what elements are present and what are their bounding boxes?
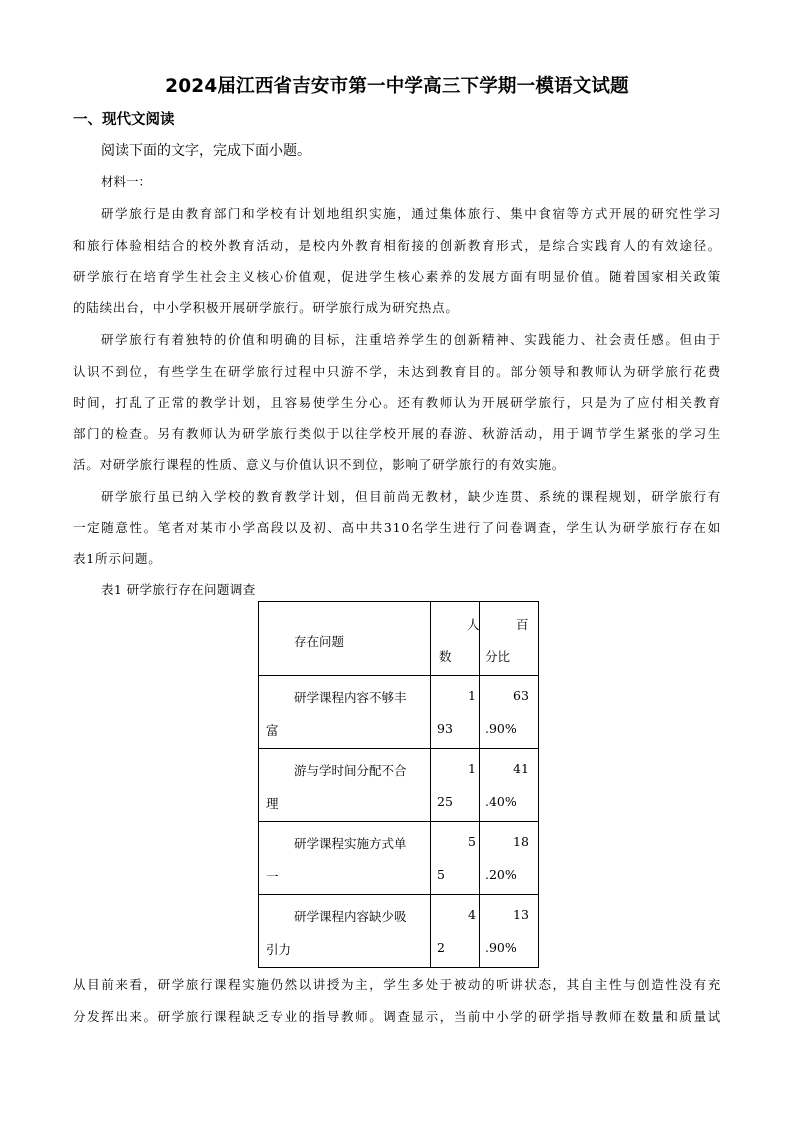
problem-text: 研学课程内容不够丰 xyxy=(294,690,407,705)
paragraph-line: 研学旅行有着独特的价值和明确的目标，注重培养学生的创新精神、实践能力、社会责任感。但由于 xyxy=(101,332,721,347)
percent-top: 13 xyxy=(513,907,529,922)
count-top: 4 xyxy=(468,907,476,922)
count-bottom: 25 xyxy=(437,794,453,809)
paragraph-line: 和旅行体验相结合的校外教育活动，是校内外教育相衔接的创新教育形式，是综合实践育人的有效途径。 xyxy=(73,238,721,253)
table-row xyxy=(259,676,539,749)
percent-top: 63 xyxy=(513,688,529,703)
count-top: 1 xyxy=(468,688,476,703)
header-count-bottom: 数 xyxy=(439,649,452,664)
survey-table xyxy=(258,601,539,968)
paragraph-line: 表1所示问题。 xyxy=(73,551,162,566)
material-label: 材料一： xyxy=(101,174,152,189)
table-row xyxy=(259,749,539,822)
count-top: 1 xyxy=(468,761,476,776)
paragraph-line: 活。对研学旅行课程的性质、意义与价值认识不到位，影响了研学旅行的有效实施。 xyxy=(73,457,566,472)
paragraph-line: 研学旅行虽已纳入学校的教育教学计划，但目前尚无教材，缺少连贯、系统的课程规划，研学旅行有 xyxy=(101,489,721,504)
table-header-row xyxy=(259,602,539,676)
percent-bottom: .40% xyxy=(485,794,517,809)
header-percent-bottom: 分比 xyxy=(485,649,511,664)
table-row xyxy=(259,895,539,968)
paragraph-line: 时间，打乱了正常的教学计划，且容易使学生分心。还有教师认为开展研学旅行，只是为了应付相关教育 xyxy=(73,395,721,410)
page-title: 2024届江西省吉安市第一中学高三下学期一模语文试题 xyxy=(165,76,629,97)
header-problem: 存在问题 xyxy=(294,634,345,649)
problem-text: 研学课程内容缺少吸 xyxy=(294,909,407,924)
header-count-top: 人 xyxy=(467,617,480,632)
percent-bottom: .20% xyxy=(485,867,517,882)
paragraph-line: 研学旅行在培育学生社会主义核心价值观，促进学生核心素养的发展方面有明显价值。随着国家相关政策 xyxy=(73,269,721,284)
paragraph-line: 一定随意性。笔者对某市小学高段以及初、高中共310名学生进行了问卷调查，学生认为研学旅行存在如 xyxy=(73,520,721,535)
problem-text: 研学课程实施方式单 xyxy=(294,836,407,851)
percent-bottom: .90% xyxy=(485,940,517,955)
paragraph-line: 的陆续出台，中小学积极开展研学旅行。研学旅行成为研究热点。 xyxy=(73,300,459,315)
problem-text-wrap: 引力 xyxy=(266,942,292,957)
percent-top: 18 xyxy=(513,834,529,849)
problem-text-wrap: 理 xyxy=(266,796,279,811)
count-bottom: 5 xyxy=(437,867,445,882)
paragraph-line: 研学旅行是由教育部门和学校有计划地组织实施，通过集体旅行、集中食宿等方式开展的研究性学习 xyxy=(101,206,721,221)
header-percent-top: 百 xyxy=(516,617,529,632)
problem-text-wrap: 富 xyxy=(266,723,279,738)
count-bottom: 93 xyxy=(437,721,453,736)
count-top: 5 xyxy=(468,834,476,849)
table-caption: 表1 研学旅行存在问题调查 xyxy=(101,582,256,597)
section-heading: 一、现代文阅读 xyxy=(73,112,175,128)
percent-bottom: .90% xyxy=(485,721,517,736)
percent-top: 41 xyxy=(513,761,529,776)
paragraph-line: 分发挥出来。研学旅行课程缺乏专业的指导教师。调查显示，当前中小学的研学指导教师在数量和质量试 xyxy=(73,1009,721,1024)
instruction-text: 阅读下面的文字，完成下面小题。 xyxy=(101,143,311,159)
paragraph-line: 认识不到位，有些学生在研学旅行过程中只游不学，未达到教育目的。部分领导和教师认为研学旅行花费 xyxy=(73,364,721,379)
paragraph-line: 从目前来看，研学旅行课程实施仍然以讲授为主，学生多处于被动的听讲状态，其自主性与创造性没有充 xyxy=(73,977,721,992)
table-row xyxy=(259,822,539,895)
problem-text-wrap: 一 xyxy=(266,869,279,884)
paragraph-line: 部门的检查。另有教师认为研学旅行类似于以往学校开展的春游、秋游活动，用于调节学生紧张的学习生 xyxy=(73,426,721,441)
problem-text: 游与学时间分配不合 xyxy=(294,763,407,778)
count-bottom: 2 xyxy=(437,940,445,955)
